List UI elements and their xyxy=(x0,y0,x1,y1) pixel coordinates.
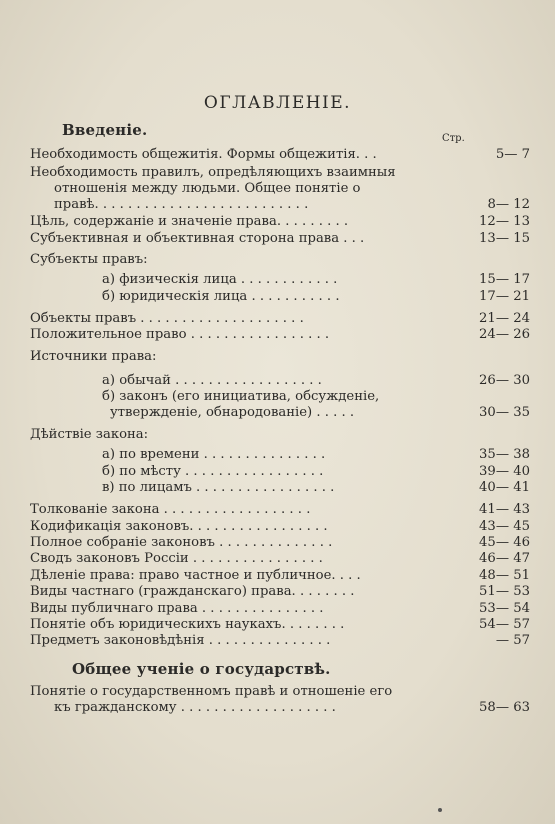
toc-entry: Понятіе объ юридическихъ наукахъ. . . . . . . . 54— 57 xyxy=(30,617,530,632)
toc-entry: Виды частнаго (гражданскаго) права. . . . . . . . 51— 53 xyxy=(30,584,530,599)
toc-entry: Толкованіе закона . . . . . . . . . . . . . . . . . . 41— 43 xyxy=(30,502,530,517)
toc-entry-continuation: къ гражданскому . . . . . . . . . . . . . . . . . . . 58— 63 xyxy=(54,700,530,715)
toc-entry: Полное собраніе законовъ . . . . . . . . . . . . . . 45— 46 xyxy=(30,535,530,550)
toc-group-label: Источники права: xyxy=(30,349,157,364)
toc-group-label: Субъекты правъ: xyxy=(30,252,148,267)
section-heading-state: Общее ученіе о государствѣ. xyxy=(72,660,331,678)
toc-subentry: а) физическія лица . . . . . . . . . . . . 15— 17 xyxy=(102,272,530,287)
toc-subentry-continuation: утвержденіе, обнародованіе) . . . . . 30— 35 xyxy=(110,405,530,420)
toc-entry: Необходимость общежитія. Формы общежитія. . . 5— 7 xyxy=(30,147,530,162)
toc-subentry: б) по мѣсту . . . . . . . . . . . . . . . . . 39— 40 xyxy=(102,464,530,479)
section-heading-introduction: Введеніе. xyxy=(62,121,148,139)
toc-subentry: в) по лицамъ . . . . . . . . . . . . . . . . . 40— 41 xyxy=(102,480,530,495)
page-title: ОГЛАВЛЕНІЕ. xyxy=(203,93,352,113)
toc-entry-continuation: отношенія между людьми. Общее понятіе о xyxy=(54,181,361,196)
toc-entry: Объекты правъ . . . . . . . . . . . . . . . . . . . . 21— 24 xyxy=(30,311,530,326)
toc-subentry: б) законъ (его инициатива, обсужденіе, xyxy=(102,389,380,404)
toc-entry-continuation: правѣ. . . . . . . . . . . . . . . . . . . . . . . . . . 8— 12 xyxy=(54,197,530,212)
toc-entry: Цѣль, содержаніе и значеніе права. . . . . . . . . 12— 13 xyxy=(30,214,530,229)
toc-entry: Необходимость правилъ, опредѣляющихъ взаимныя xyxy=(30,165,396,180)
page-column-label: Стр. xyxy=(442,133,465,144)
toc-subentry: а) обычай . . . . . . . . . . . . . . . . . . 26— 30 xyxy=(102,373,530,388)
ink-dot xyxy=(438,808,442,812)
toc-entry: Кодификація законовъ. . . . . . . . . . . . . . . . . 43— 45 xyxy=(30,519,530,534)
toc-entry: Дѣленіе права: право частное и публичное. . . . 48— 51 xyxy=(30,568,530,583)
toc-entry: Положительное право . . . . . . . . . . . . . . . . . 24— 26 xyxy=(30,327,530,342)
toc-subentry: б) юридическія лица . . . . . . . . . . . 17— 21 xyxy=(102,289,530,304)
toc-entry: Предметъ законовѣдѣнія . . . . . . . . . . . . . . . — 57 xyxy=(30,633,530,648)
toc-entry: Субъективная и объективная сторона права . . . 13— 15 xyxy=(30,231,530,246)
toc-entry: Сводъ законовъ Россіи . . . . . . . . . . . . . . . . 46— 47 xyxy=(30,551,530,566)
toc-group-label: Дѣйствіе закона: xyxy=(30,427,149,442)
toc-entry: Виды публичнаго права . . . . . . . . . . . . . . . 53— 54 xyxy=(30,601,530,616)
toc-entry: Понятіе о государственномъ правѣ и отношеніе его xyxy=(30,684,393,699)
toc-subentry: а) по времени . . . . . . . . . . . . . . . 35— 38 xyxy=(102,447,530,462)
